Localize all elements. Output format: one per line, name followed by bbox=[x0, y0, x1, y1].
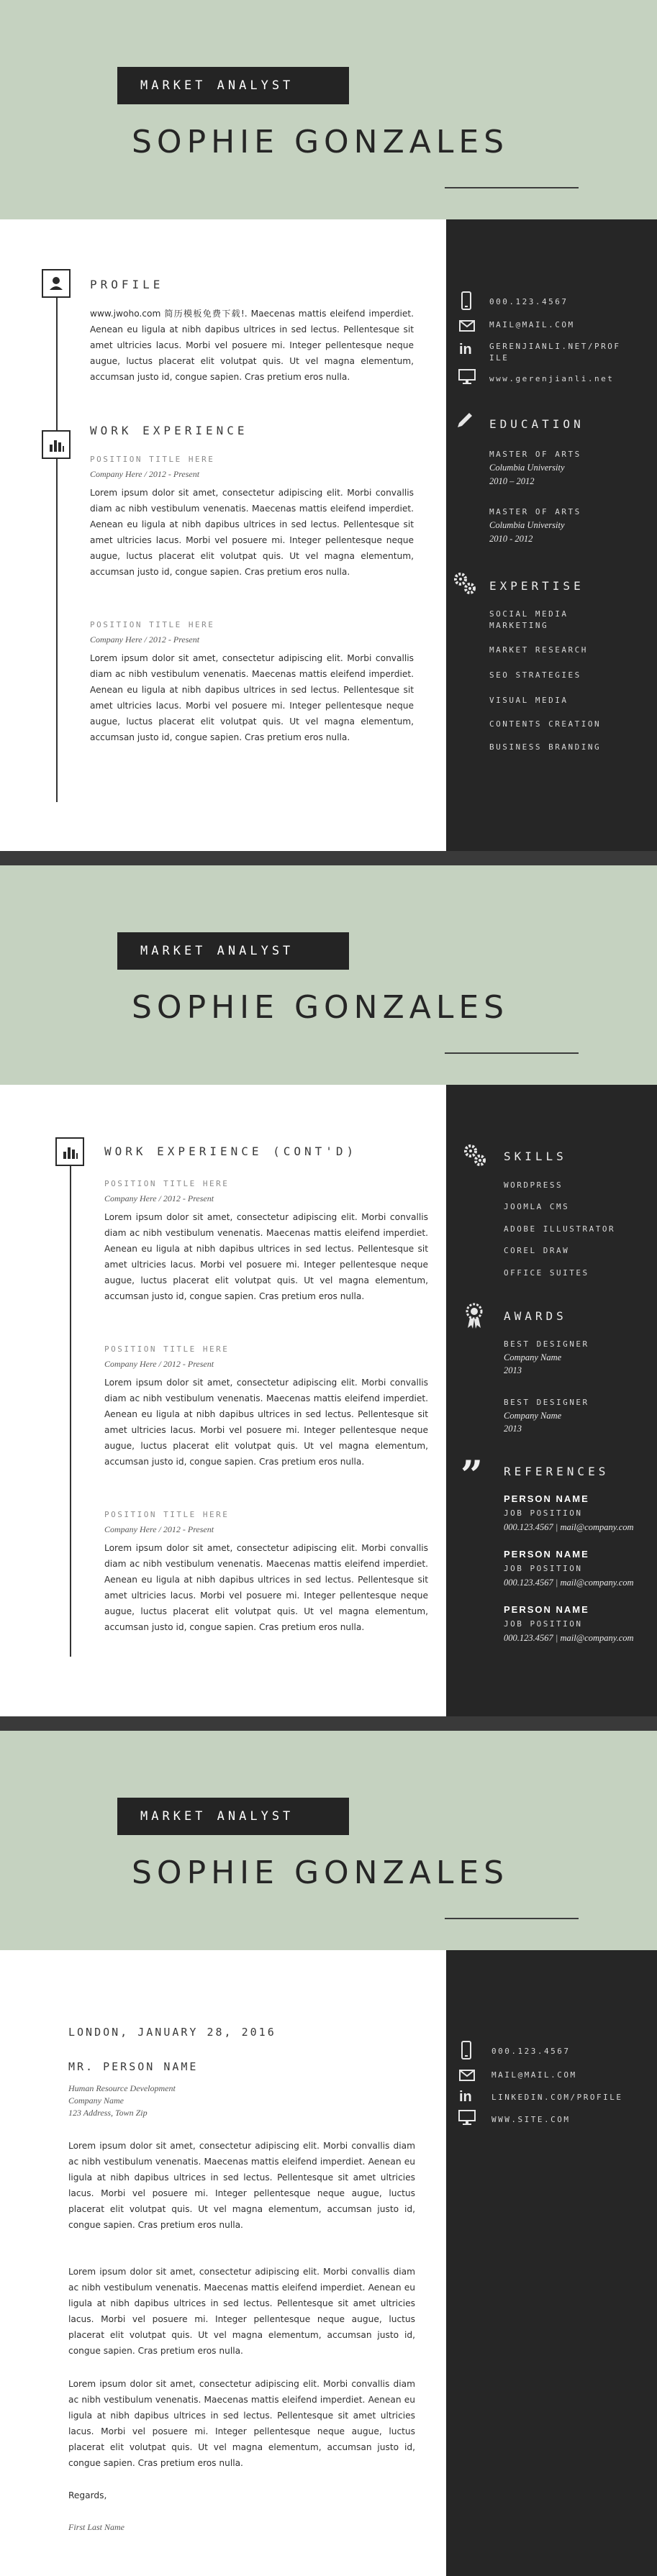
expertise-item: VISUAL MEDIA bbox=[489, 696, 568, 705]
reference-name: PERSON NAME bbox=[504, 1549, 589, 1560]
profile-text: www.jwoho.com 简历模板免费下载!. Maecenas mattis eleifend imperdiet. Aenean eu ligula at nibh dapibus ultrices in sed lectus. Pellentesque sit amet ultricies lacus. Morbi vel posuere mi. Integer pellentesque neque augue, luctus placerat elit volutpat quis. Ut vel magna elementum, accumsan justo id, congue sapien. Cras pretium eros nulla. bbox=[90, 309, 414, 382]
contact-email[interactable]: MAIL@MAIL.COM bbox=[491, 2070, 577, 2080]
monitor-icon bbox=[458, 369, 476, 385]
candidate-name: SOPHIE GONZALES bbox=[132, 1854, 509, 1891]
award-company: Company Name bbox=[504, 1352, 562, 1362]
contact-phone: 000.123.4567 bbox=[489, 297, 568, 306]
reference-email[interactable]: mail@company.com bbox=[560, 1578, 634, 1588]
resume-page-1 bbox=[0, 0, 657, 851]
sidebar bbox=[446, 219, 657, 851]
separator: | bbox=[555, 1578, 558, 1588]
reference-phone: 000.123.4567 bbox=[504, 1633, 553, 1643]
role-badge: MARKET ANALYST bbox=[117, 67, 349, 104]
role-badge: MARKET ANALYST bbox=[117, 932, 349, 970]
reference-phone: 000.123.4567 bbox=[504, 1522, 553, 1532]
separator: | bbox=[555, 1522, 558, 1532]
education-degree: MASTER OF ARTS bbox=[489, 507, 581, 516]
award-title: BEST DESIGNER bbox=[504, 1339, 589, 1349]
award-company: Company Name bbox=[504, 1411, 562, 1421]
header-divider bbox=[445, 1918, 579, 1919]
reference-name: PERSON NAME bbox=[504, 1604, 589, 1615]
skill-item: ADOBE ILLUSTRATOR bbox=[504, 1224, 616, 1234]
reference-contact bbox=[504, 1633, 634, 1644]
cover-letter-page bbox=[0, 1731, 657, 2576]
award-title: BEST DESIGNER bbox=[504, 1398, 589, 1407]
role-badge: MARKET ANALYST bbox=[117, 1798, 349, 1835]
award-year: 2013 bbox=[504, 1365, 522, 1375]
letter-company: Company Name bbox=[68, 2095, 124, 2106]
position-company: Company Here / 2012 - Present bbox=[90, 634, 200, 645]
letter-closing: Regards, bbox=[68, 2490, 107, 2500]
education-degree: MASTER OF ARTS bbox=[489, 450, 581, 459]
linkedin-icon: in bbox=[459, 342, 472, 358]
expertise-item: SEO STRATEGIES bbox=[489, 670, 581, 680]
position-company: Company Here / 2012 - Present bbox=[90, 469, 200, 479]
page-header bbox=[0, 0, 657, 219]
letter-address: 123 Address, Town Zip bbox=[68, 2108, 148, 2118]
header-divider bbox=[445, 187, 579, 188]
candidate-name: SOPHIE GONZALES bbox=[132, 124, 509, 160]
skill-item: WORDPRESS bbox=[504, 1180, 563, 1190]
position-text: Lorem ipsum dolor sit amet, consectetur adipiscing elit. Morbi convallis diam ac nibh vestibulum venenatis. Maecenas mattis eleifend imperdiet. Aenean eu ligula at nibh dapibus ultrices in sed lectus. Pellentesque sit amet ultricies lacus. Morbi vel posuere mi. Integer pellentesque neque augue, luctus placerat elit volutpat quis. Ut vel magna elementum, accumsan justo id, congue sapien. Cras pretium eros nulla. bbox=[90, 653, 414, 742]
reference-contact bbox=[504, 1522, 634, 1533]
letter-paragraph: Lorem ipsum dolor sit amet, consectetur adipiscing elit. Morbi convallis diam ac nibh vestibulum venenatis. Maecenas mattis eleifend imperdiet. Aenean eu ligula at nibh dapibus ultrices in sed lectus. Pellentesque sit amet ultricies lacus. Morbi vel posuere mi. Integer pellentesque neque augue, luctus placerat elit volutpat quis. Ut vel magna elementum, accumsan justo id, congue sapien. Cras pretium eros nulla. bbox=[68, 2141, 415, 2230]
letter-paragraph: Lorem ipsum dolor sit amet, consectetur adipiscing elit. Morbi convallis diam ac nibh vestibulum venenatis. Maecenas mattis eleifend imperdiet. Aenean eu ligula at nibh dapibus ultrices in sed lectus. Pellentesque sit amet ultricies lacus. Morbi vel posuere mi. Integer pellentesque neque augue, luctus placerat elit volutpat quis. Ut vel magna elementum, accumsan justo id, congue sapien. Cras pretium eros nulla. bbox=[68, 2379, 415, 2468]
position-title: POSITION TITLE HERE bbox=[104, 1179, 230, 1188]
monitor-icon bbox=[458, 2110, 476, 2126]
bar-chart-icon bbox=[55, 1137, 84, 1166]
expertise-item: SOCIAL MEDIA bbox=[489, 609, 568, 619]
awards-heading: AWARDS bbox=[504, 1309, 567, 1323]
position-company: Company Here / 2012 - Present bbox=[104, 1193, 214, 1203]
expertise-heading: EXPERTISE bbox=[489, 579, 584, 593]
mail-icon bbox=[459, 2070, 475, 2081]
skill-item: JOOMLA CMS bbox=[504, 1202, 570, 1211]
reference-email[interactable]: mail@company.com bbox=[560, 1633, 634, 1643]
education-school: Columbia University bbox=[489, 463, 565, 473]
contact-phone: 000.123.4567 bbox=[491, 2047, 571, 2056]
contact-linkedin-cont: ILE bbox=[489, 353, 509, 363]
award-year: 2013 bbox=[504, 1424, 522, 1434]
position-text: Lorem ipsum dolor sit amet, consectetur adipiscing elit. Morbi convallis diam ac nibh vestibulum venenatis. Maecenas mattis eleifend imperdiet. Aenean eu ligula at nibh dapibus ultrices in sed lectus. Pellentesque sit amet ultricies lacus. Morbi vel posuere mi. Integer pellentesque neque augue, luctus placerat elit volutpat quis. Ut vel magna elementum, accumsan justo id, congue sapien. Cras pretium eros nulla. bbox=[104, 1212, 428, 1301]
references-heading: REFERENCES bbox=[504, 1465, 610, 1478]
position-text: Lorem ipsum dolor sit amet, consectetur adipiscing elit. Morbi convallis diam ac nibh vestibulum venenatis. Maecenas mattis eleifend imperdiet. Aenean eu ligula at nibh dapibus ultrices in sed lectus. Pellentesque sit amet ultricies lacus. Morbi vel posuere mi. Integer pellentesque neque augue, luctus placerat elit volutpat quis. Ut vel magna elementum, accumsan justo id, congue sapien. Cras pretium eros nulla. bbox=[104, 1378, 428, 1467]
education-years: 2010 - 2012 bbox=[489, 534, 533, 544]
reference-name: PERSON NAME bbox=[504, 1493, 589, 1504]
timeline-line bbox=[70, 1153, 71, 1657]
sidebar bbox=[446, 1085, 657, 1716]
expertise-item: BUSINESS BRANDING bbox=[489, 742, 602, 752]
letter-signature: First Last Name bbox=[68, 2522, 125, 2532]
candidate-name: SOPHIE GONZALES bbox=[132, 989, 509, 1026]
letter-paragraph: Lorem ipsum dolor sit amet, consectetur adipiscing elit. Morbi convallis diam ac nibh vestibulum venenatis. Maecenas mattis eleifend imperdiet. Aenean eu ligula at nibh dapibus ultrices in sed lectus. Pellentesque sit amet ultricies lacus. Morbi vel posuere mi. Integer pellentesque neque augue, luctus placerat elit volutpat quis. Ut vel magna elementum, accumsan justo id, congue sapien. Cras pretium eros nulla. bbox=[68, 2267, 415, 2356]
sidebar bbox=[446, 1950, 657, 2576]
phone-icon bbox=[461, 2041, 472, 2060]
expertise-item: CONTENTS CREATION bbox=[489, 719, 602, 729]
gears-icon bbox=[462, 1142, 488, 1168]
page-header bbox=[0, 1731, 657, 1950]
skill-item: OFFICE SUITES bbox=[504, 1268, 589, 1278]
reference-position: JOB POSITION bbox=[504, 1564, 583, 1573]
phone-icon bbox=[461, 291, 472, 310]
mail-icon bbox=[459, 320, 475, 332]
pen-icon bbox=[455, 410, 475, 430]
letter-recipient: MR. PERSON NAME bbox=[68, 2060, 199, 2073]
contact-site[interactable]: www.gerenjianli.net bbox=[489, 374, 615, 383]
reference-position: JOB POSITION bbox=[504, 1619, 583, 1629]
contact-linkedin[interactable]: GERENJIANLI.NET/PROF bbox=[489, 342, 621, 351]
letter-dept: Human Resource Development bbox=[68, 2083, 176, 2093]
reference-email[interactable]: mail@company.com bbox=[560, 1522, 634, 1532]
profile-heading: PROFILE bbox=[90, 278, 164, 291]
education-heading: EDUCATION bbox=[489, 417, 584, 431]
award-icon bbox=[463, 1302, 485, 1331]
expertise-item: MARKETING bbox=[489, 621, 549, 630]
timeline-line bbox=[56, 284, 58, 802]
separator: | bbox=[555, 1633, 558, 1643]
education-years: 2010 – 2012 bbox=[489, 476, 535, 486]
work-cont-heading: WORK EXPERIENCE (CONT'D) bbox=[104, 1144, 358, 1158]
linkedin-icon: in bbox=[459, 2089, 472, 2105]
position-text: Lorem ipsum dolor sit amet, consectetur adipiscing elit. Morbi convallis diam ac nibh vestibulum venenatis. Maecenas mattis eleifend imperdiet. Aenean eu ligula at nibh dapibus ultrices in sed lectus. Pellentesque sit amet ultricies lacus. Morbi vel posuere mi. Integer pellentesque neque augue, luctus placerat elit volutpat quis. Ut vel magna elementum, accumsan justo id, congue sapien. Cras pretium eros nulla. bbox=[90, 488, 414, 577]
quote-icon: ” bbox=[461, 1452, 484, 1498]
resume-page-2 bbox=[0, 865, 657, 1716]
education-school: Columbia University bbox=[489, 520, 565, 530]
position-company: Company Here / 2012 - Present bbox=[104, 1359, 214, 1369]
user-icon bbox=[42, 269, 71, 298]
contact-site[interactable]: WWW.SITE.COM bbox=[491, 2115, 571, 2124]
contact-linkedin[interactable]: LINKEDIN.COM/PROFILE bbox=[491, 2093, 623, 2102]
position-title: POSITION TITLE HERE bbox=[90, 620, 215, 629]
contact-email[interactable]: MAIL@MAIL.COM bbox=[489, 320, 575, 329]
skills-heading: SKILLS bbox=[504, 1150, 567, 1163]
gears-icon bbox=[452, 570, 478, 596]
reference-phone: 000.123.4567 bbox=[504, 1578, 553, 1588]
position-text: Lorem ipsum dolor sit amet, consectetur adipiscing elit. Morbi convallis diam ac nibh vestibulum venenatis. Maecenas mattis eleifend imperdiet. Aenean eu ligula at nibh dapibus ultrices in sed lectus. Pellentesque sit amet ultricies lacus. Morbi vel posuere mi. Integer pellentesque neque augue, luctus placerat elit volutpat quis. Ut vel magna elementum, accumsan justo id, congue sapien. Cras pretium eros nulla. bbox=[104, 1543, 428, 1632]
position-title: POSITION TITLE HERE bbox=[90, 455, 215, 464]
bar-chart-icon bbox=[42, 430, 71, 459]
work-heading: WORK EXPERIENCE bbox=[90, 424, 248, 437]
position-title: POSITION TITLE HERE bbox=[104, 1344, 230, 1354]
position-title: POSITION TITLE HERE bbox=[104, 1510, 230, 1519]
letter-date: LONDON, JANUARY 28, 2016 bbox=[68, 2026, 276, 2039]
position-company: Company Here / 2012 - Present bbox=[104, 1524, 214, 1534]
reference-position: JOB POSITION bbox=[504, 1508, 583, 1518]
header-divider bbox=[445, 1052, 579, 1054]
reference-contact bbox=[504, 1578, 634, 1588]
skill-item: COREL DRAW bbox=[504, 1246, 570, 1255]
page-header bbox=[0, 865, 657, 1085]
expertise-item: MARKET RESEARCH bbox=[489, 645, 588, 655]
